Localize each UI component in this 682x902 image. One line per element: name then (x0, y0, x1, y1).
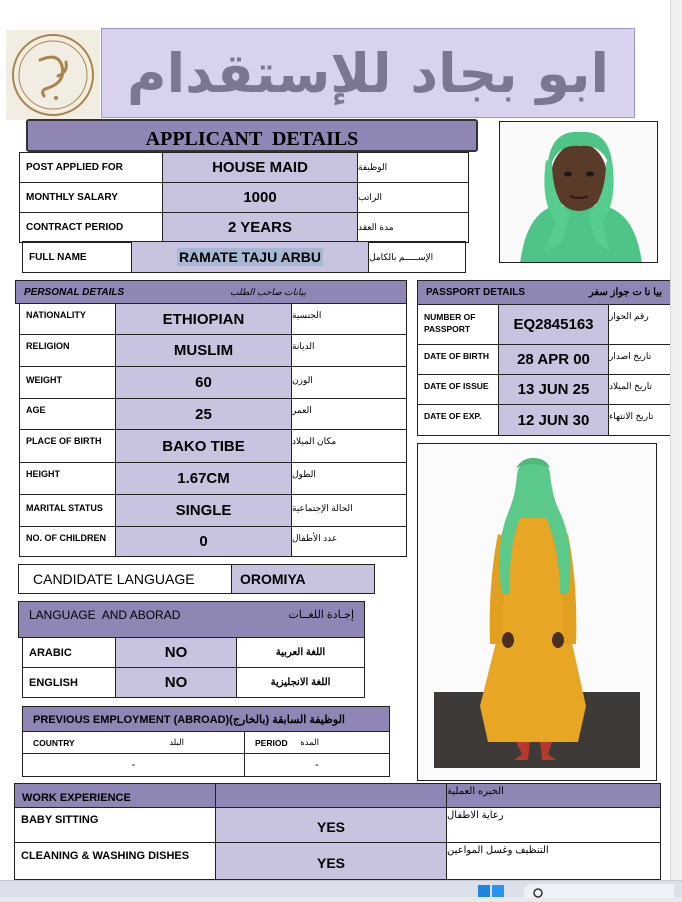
contract-period-arabic: مدة العقد (357, 212, 469, 243)
full-name-label: FULL NAME (22, 241, 132, 273)
passport-number-arabic: رقم الجواز (608, 304, 671, 345)
country-header-cell (22, 731, 245, 754)
company-banner (101, 28, 635, 118)
baby-sitting-arabic: رعاية الاطفال (446, 807, 661, 843)
company-name: ابو بجاد للإستقدام (127, 41, 609, 105)
period-value: - (244, 753, 390, 777)
candidate-language-label: CANDIDATE LANGUAGE (18, 564, 232, 594)
personal-details-title: PERSONAL DETAILS (24, 286, 125, 298)
weight-value: 60 (115, 366, 292, 399)
country-value: - (22, 753, 245, 777)
work-experience-header-mid (215, 783, 447, 808)
post-applied-value: HOUSE MAID (162, 152, 358, 183)
arabic-language-label: ARABIC (22, 637, 116, 668)
logo-emblem-icon (10, 32, 96, 118)
cleaning-value: YES (215, 842, 447, 880)
passport-details-header (417, 280, 671, 305)
place-of-birth-arabic: مكان الميلاد (291, 429, 407, 463)
passport-expiry-arabic: تاريخ الانتهاء (608, 404, 671, 436)
arabic-language-value: NO (115, 637, 237, 668)
nationality-label: NATIONALITY (19, 303, 116, 335)
passport-issue-arabic: تاريخ الميلاد (608, 374, 671, 405)
height-arabic: الطول (291, 462, 407, 495)
language-title: LANGUAGE AND ABORAD (29, 608, 181, 622)
period-arabic: المدة (300, 737, 319, 747)
english-language-value: NO (115, 667, 237, 698)
monthly-salary-arabic: الراتب (357, 182, 469, 213)
age-label: AGE (19, 398, 116, 430)
contract-period-label: CONTRACT PERIOD (19, 212, 163, 243)
passport-expiry-value: 12 JUN 30 (498, 404, 609, 436)
windows-logo-icon (477, 884, 505, 897)
religion-label: RELIGION (19, 334, 116, 367)
passport-number-value: EQ2845163 (498, 304, 609, 345)
start-icon[interactable] (477, 884, 505, 897)
place-of-birth-value: BAKO TIBE (115, 429, 292, 463)
cleaning-label: CLEANING & WASHING DISHES (14, 842, 216, 880)
passport-dob-value: 28 APR 00 (498, 344, 609, 375)
baby-sitting-value: YES (215, 807, 447, 843)
language-header (18, 601, 365, 638)
personal-details-header (15, 280, 407, 304)
post-applied-arabic: الوظيفة (357, 152, 469, 183)
marital-status-value: SINGLE (115, 494, 292, 527)
age-arabic: العمر (291, 398, 407, 430)
marital-status-label: MARITAL STATUS (19, 494, 116, 527)
work-experience-header-label: WORK EXPERIENCE (14, 783, 216, 808)
passport-issue-value: 13 JUN 25 (498, 374, 609, 405)
post-applied-label: POST APPLIED FOR (19, 152, 163, 183)
passport-dob-label: DATE OF BIRTH (417, 344, 499, 375)
english-language-label: ENGLISH (22, 667, 116, 698)
place-of-birth-label: PLACE OF BIRTH (19, 429, 116, 463)
candidate-language-value: OROMIYA (231, 564, 375, 594)
passport-number-label-text: NUMBER OF PASSPORT (424, 312, 476, 334)
cleaning-arabic: التنظيف وغسل المواعين (446, 842, 661, 880)
magnifier-icon (532, 887, 546, 899)
marital-status-arabic: الحالة الإجتماعية (291, 494, 407, 527)
country-label: COUNTRY (33, 737, 75, 748)
weight-label: WEIGHT (19, 366, 116, 399)
applicant-full-body-photo (417, 443, 657, 781)
passport-number-label (417, 304, 499, 345)
personal-details-title-arabic: بيانات صاحب الطلب (230, 286, 306, 297)
period-header-cell (244, 731, 390, 754)
weight-arabic: الوزن (291, 366, 407, 399)
height-value: 1.67CM (115, 462, 292, 495)
contract-period-value: 2 YEARS (162, 212, 358, 243)
passport-details-title-arabic: بيا نا ت جواز سفر (588, 287, 662, 298)
monthly-salary-label: MONTHLY SALARY (19, 182, 163, 213)
company-logo (6, 30, 100, 120)
height-label: HEIGHT (19, 462, 116, 495)
religion-value: MUSLIM (115, 334, 292, 367)
passport-expiry-label: DATE OF EXP. (417, 404, 499, 436)
monthly-salary-value: 1000 (162, 182, 358, 213)
applicant-details-header (26, 119, 478, 152)
religion-arabic: الديانة (291, 334, 407, 367)
full-name-arabic: الإســـــم بالكامل (368, 241, 466, 273)
full-name-cell (131, 241, 369, 273)
applicant-headshot-photo (499, 121, 658, 263)
portrait-image (500, 122, 658, 263)
arabic-language-arabic: اللغة العربية (236, 637, 365, 668)
passport-details-title: PASSPORT DETAILS (426, 287, 526, 298)
previous-employment-title: PREVIOUS EMPLOYMENT (ABROAD)(الوظيفة السابقة (بالخارج (33, 713, 345, 726)
age-value: 25 (115, 398, 292, 430)
passport-dob-arabic: تاريخ اصدار (608, 344, 671, 375)
english-language-arabic: اللغة الانجليزية (236, 667, 365, 698)
work-experience-header-arabic: الخبره العملية (446, 783, 661, 808)
previous-employment-header (22, 706, 390, 732)
children-value: 0 (115, 526, 292, 557)
passport-issue-label: DATE OF ISSUE (417, 374, 499, 405)
nationality-arabic: الجنسية (291, 303, 407, 335)
children-label: NO. OF CHILDREN (19, 526, 116, 557)
full-name-value[interactable]: RAMATE TAJU ARBU (178, 249, 322, 265)
vertical-scrollbar[interactable] (670, 0, 682, 880)
nationality-value: ETHIOPIAN (115, 303, 292, 335)
baby-sitting-label: BABY SITTING (14, 807, 216, 843)
period-label: PERIOD (255, 737, 288, 748)
country-arabic: البلد (169, 737, 184, 747)
full-body-image (418, 444, 657, 781)
section-title: APPLICANT DETAILS (145, 128, 359, 150)
children-arabic: عدد الأطفال (291, 526, 407, 557)
taskbar (0, 880, 682, 897)
language-title-arabic: إجـادة اللغــات (288, 609, 354, 621)
